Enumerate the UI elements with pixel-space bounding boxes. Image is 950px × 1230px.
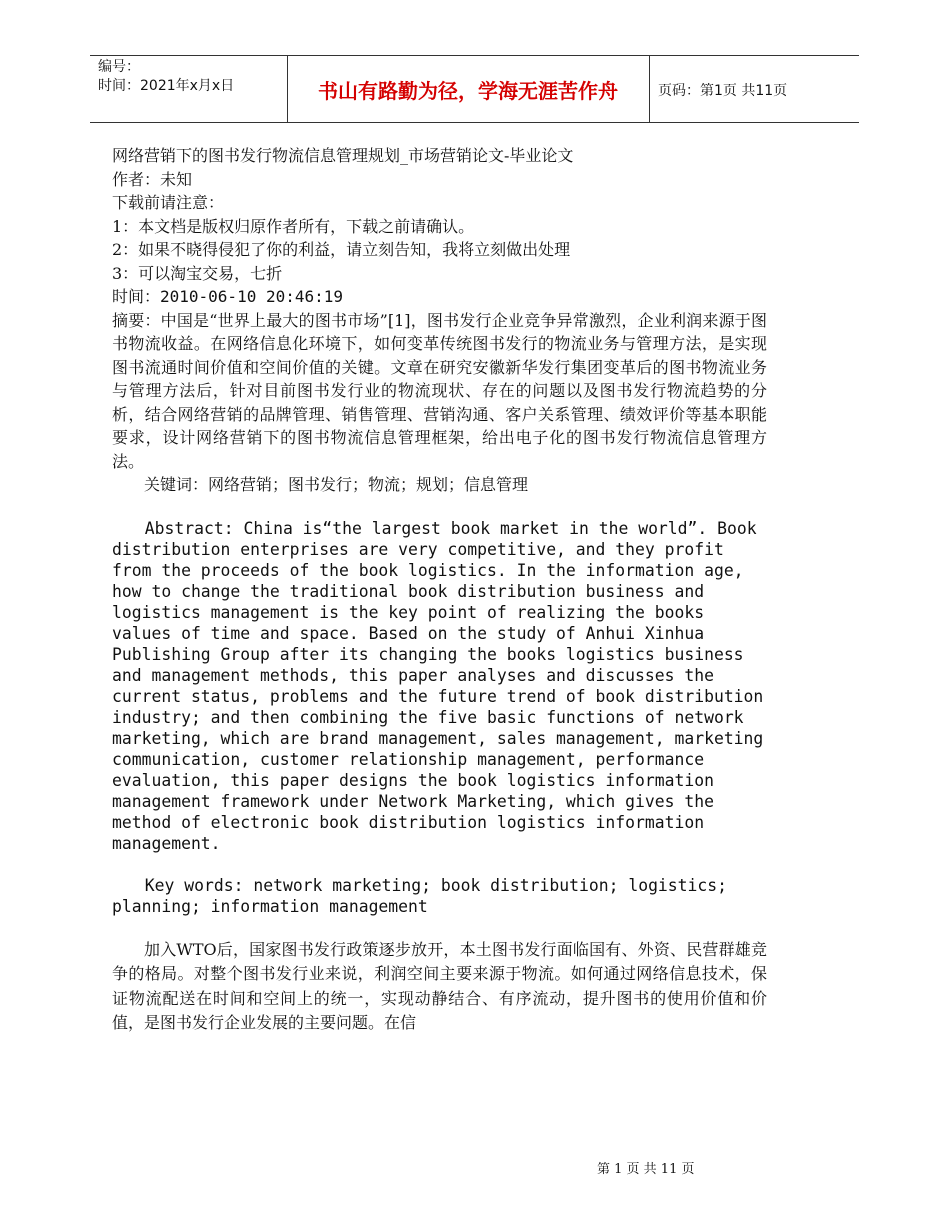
body-paragraph: 加入WTO后，国家图书发行政策逐步放开，本土图书发行面临国有、外资、民营群雄竞争的格局。对整个图书发行业来说，利润空间主要来源于物流。如何通过网络信息技术，保证物流配送在时间和空间上的统一，实现动静结合、有序流动，提升图书的使用价值和价值，是图书发行企业发展的主要问题。在信 <box>112 939 767 1032</box>
footer-page-number: 第 1 页 共 11 页 <box>597 1162 695 1177</box>
document-header <box>90 55 859 123</box>
abstract-en: Abstract: China is“the largest book market in the world”. Book distribution enterprises are very competitive, and they profit from the proceeds of the book logistics. In the information age, how to change the traditional book distribution business and logistics management is the key point of realizing the books values of time and space. Based on the study of Anhui Xinhua Publishing Group after its changing the books logistics business and management methods, this paper analyses and discusses the current status, problems and the future trend of book distribution industry; and then combining the five basic functions of network marketing, which are brand management, sales management, marketing communication, customer relationship management, performance evaluation, this paper designs the book logistics information management framework under Network Marketing, which gives the method of electronic book distribution logistics information management. <box>112 518 764 853</box>
notice-item: 1：本文档是版权归原作者所有，下载之前请确认。 <box>112 216 475 236</box>
header-meta <box>98 58 288 96</box>
notice-item: 3：可以淘宝交易，七折 <box>112 263 283 283</box>
header-page-info: 页码：第1页 共11页 <box>658 83 788 99</box>
document-title: 网络营销下的图书发行物流信息管理规划_市场营销论文-毕业论文 <box>112 146 574 165</box>
header-divider <box>649 56 650 122</box>
number-label: 编号： <box>98 59 140 75</box>
keywords-cn: 关键词：网络营销；图书发行；物流；规划；信息管理 <box>144 475 529 494</box>
notice-heading: 下载前请注意： <box>112 193 225 212</box>
header-motto: 书山有路勤为径，学海无涯苦作舟 <box>318 78 618 103</box>
document-time: 时间：2010-06-10 20:46:19 <box>112 287 344 306</box>
abstract-cn: 摘要：中国是“世界上最大的图书市场”[1]，图书发行企业竞争异常激烈，企业利润来源于图书物流收益。在网络信息化环境下，如何变革传统图书发行的物流业务与管理方法，是实现图书流通时间价值和空间价值的关键。文章在研究安徽新华发行集团变革后的图书物流业务与管理方法后，针对目前图书发行业的物流现状、存在的问题以及图书发行物流趋势的分析，结合网络营销的品牌管理、销售管理、营销沟通、客户关系管理、绩效评价等基本职能要求，设计网络营销下的图书物流信息管理框架，给出电子化的图书发行物流信息管理方法。 <box>112 310 767 471</box>
keywords-en: Key words: network marketing; book distribution; logistics; planning; information management <box>112 875 728 916</box>
notice-item: 2：如果不晓得侵犯了你的利益，请立刻告知，我将立刻做出处理 <box>112 240 571 259</box>
document-author: 作者：未知 <box>112 169 193 189</box>
document-body <box>112 144 767 1036</box>
time-label: 时间：2021年x月x日 <box>98 78 235 94</box>
